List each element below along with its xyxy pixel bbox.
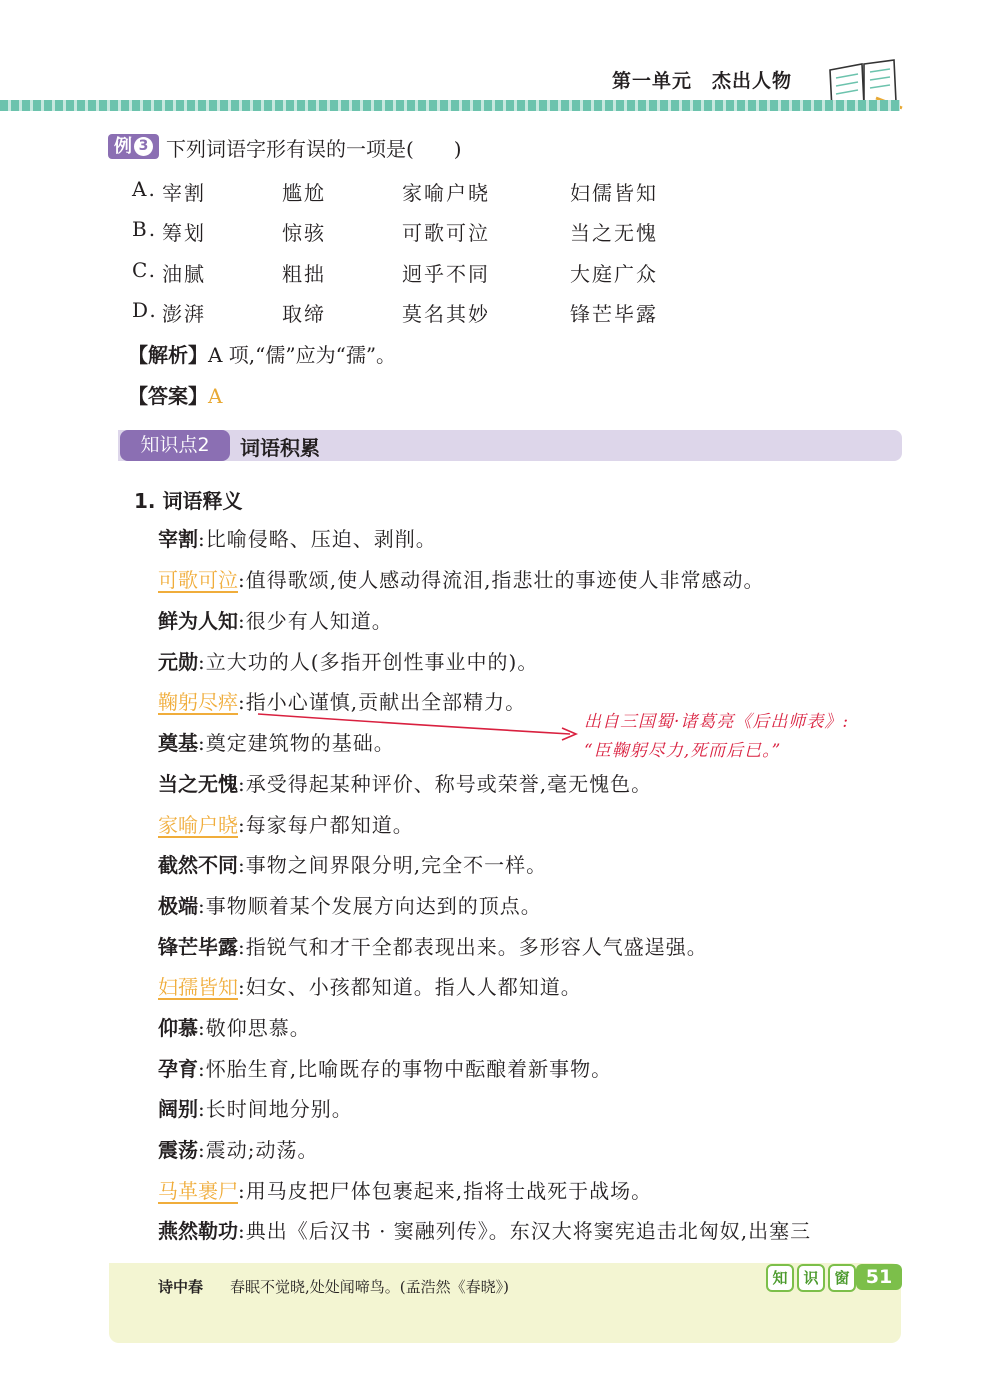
option-word: 惊骇 <box>282 221 326 245</box>
entry-term: 极端 <box>158 894 198 918</box>
option-word: 宰割 <box>162 181 206 205</box>
entry-term: 震荡 <box>158 1138 198 1162</box>
entry-definition: :事物之间界限分明,完全不一样。 <box>238 853 548 877</box>
entry-definition: :怀胎生育,比喻既存的事物中酝酿着新事物。 <box>198 1057 613 1081</box>
entry-term: 截然不同 <box>158 853 238 877</box>
question-text: 下列词语字形有误的一项是( ) <box>166 137 462 161</box>
option-word: 油腻 <box>162 262 206 286</box>
entry-term-highlighted: 妇孺皆知 <box>158 975 238 999</box>
entry-term: 锋芒毕露 <box>158 935 238 959</box>
entry-definition: :比喻侵略、压迫、剥削。 <box>198 527 437 551</box>
option-row-a <box>132 177 852 207</box>
entry-definition: :指锐气和才干全都表现出来。多形容人气盛逞强。 <box>238 935 708 959</box>
entry-item <box>158 891 542 921</box>
entry-definition: :震动;动荡。 <box>198 1138 319 1162</box>
entry-item <box>158 769 652 799</box>
option-word: 尴尬 <box>282 181 326 205</box>
footer-poem: 春眠不觉晓,处处闻啼鸟。(孟浩然《春晓》) <box>230 1278 509 1296</box>
entry-item <box>158 932 708 962</box>
option-word: 锋芒毕露 <box>570 302 658 326</box>
option-word: 取缔 <box>282 302 326 326</box>
entry-term: 燕然勒功 <box>158 1219 238 1243</box>
section-heading: 1. 词语释义 <box>134 489 243 513</box>
entry-term: 孕育 <box>158 1057 198 1081</box>
page-number: 51 <box>856 1264 902 1290</box>
example-badge-number: 3 <box>134 137 153 156</box>
option-letter: C. <box>132 258 157 282</box>
example-badge-label: 例 <box>114 136 132 157</box>
entry-item <box>158 810 414 840</box>
entry-definition: :事物顺着某个发展方向达到的顶点。 <box>198 894 542 918</box>
entry-term: 当之无愧 <box>158 772 238 796</box>
entry-item <box>158 606 393 636</box>
option-word: 家喻户晓 <box>402 181 490 205</box>
entry-item <box>158 1013 311 1043</box>
entry-item <box>158 1176 652 1206</box>
analysis-line <box>128 339 396 368</box>
answer-label: 【答案】 <box>128 384 208 408</box>
entry-item <box>158 524 437 554</box>
unit-topic: 杰出人物 <box>712 70 793 92</box>
option-word: 大庭广众 <box>570 262 658 286</box>
entry-item <box>158 850 547 880</box>
option-word: 粗拙 <box>282 262 326 286</box>
entry-term-highlighted: 马革裹尸 <box>158 1179 238 1203</box>
footer-label: 诗中春 <box>158 1278 204 1296</box>
option-word: 筹划 <box>162 221 206 245</box>
entry-term: 元勋 <box>158 650 198 674</box>
option-row-b <box>132 217 852 247</box>
option-letter: A. <box>132 177 157 201</box>
option-word: 迥乎不同 <box>402 262 490 286</box>
handwritten-note-line2: “臣鞠躬尽力,死而后已。” <box>584 741 782 761</box>
knowledge-point-title: 词语积累 <box>240 436 320 460</box>
knowledge-point-badge: 知识点2 <box>120 430 230 461</box>
entry-definition: :长时间地分别。 <box>198 1097 353 1121</box>
entry-definition: :每家每户都知道。 <box>238 813 414 837</box>
option-row-c <box>132 258 852 288</box>
handwritten-note-line1: 出自三国蜀·诸葛亮《后出师表》: <box>584 712 850 732</box>
entry-definition: :很少有人知道。 <box>238 609 393 633</box>
entry-term: 宰割 <box>158 527 198 551</box>
entry-term-highlighted: 可歌可泣 <box>158 568 238 592</box>
window-char: 窗 <box>828 1264 856 1292</box>
entry-definition: :敬仰思慕。 <box>198 1016 311 1040</box>
window-char: 识 <box>797 1264 825 1292</box>
entry-definition: :承受得起某种评价、称号或荣誉,毫无愧色。 <box>238 772 653 796</box>
entry-definition: :值得歌颂,使人感动得流泪,指悲壮的事迹使人非常感动。 <box>238 568 765 592</box>
unit-title <box>612 66 792 93</box>
option-word: 莫名其妙 <box>402 302 490 326</box>
option-word: 可歌可泣 <box>402 221 490 245</box>
entry-term-highlighted: 家喻户晓 <box>158 813 238 837</box>
entry-item <box>158 647 538 677</box>
entry-term: 阔别 <box>158 1097 198 1121</box>
entry-definition: :用马皮把尸体包裹起来,指将士战死于战场。 <box>238 1179 653 1203</box>
entry-item <box>158 972 582 1002</box>
entry-term: 奠基 <box>158 731 198 755</box>
entry-definition: :立大功的人(多指开创性事业中的)。 <box>198 650 539 674</box>
example-badge <box>108 134 159 159</box>
entry-term: 仰慕 <box>158 1016 198 1040</box>
option-word: 当之无愧 <box>570 221 658 245</box>
entry-item <box>158 1135 318 1165</box>
option-letter: B. <box>132 217 158 241</box>
entry-definition: :奠定建筑物的基础。 <box>198 731 395 755</box>
entry-item <box>158 1216 811 1246</box>
analysis-label: 【解析】 <box>128 343 208 367</box>
entry-term-highlighted: 鞠躬尽瘁 <box>158 690 238 714</box>
analysis-text: A 项,“儒”应为“孺”。 <box>208 343 397 367</box>
entry-term: 鲜为人知 <box>158 609 238 633</box>
entry-item <box>158 565 764 595</box>
entry-definition: :典出《后汉书 · 窦融列传》。东汉大将窦宪追击北匈奴,出塞三 <box>238 1219 812 1243</box>
entry-item <box>158 1054 612 1084</box>
option-letter: D. <box>132 298 158 322</box>
annotation-arrow-icon <box>250 708 600 748</box>
entry-definition: :妇女、小孩都知道。指人人都知道。 <box>238 975 582 999</box>
window-char: 知 <box>766 1264 794 1292</box>
option-word: 妇儒皆知 <box>570 181 658 205</box>
knowledge-point-bar <box>118 430 902 461</box>
knowledge-window-label <box>766 1264 856 1292</box>
answer-line <box>128 380 222 409</box>
unit-name: 第一单元 <box>612 70 693 92</box>
header-stripe <box>0 100 900 111</box>
answer-value: A <box>208 384 223 408</box>
option-word: 澎湃 <box>162 302 206 326</box>
entry-definition: :指小心谨慎,贡献出全部精力。 <box>238 690 527 714</box>
entry-item <box>158 1094 353 1124</box>
option-row-d <box>132 298 852 328</box>
